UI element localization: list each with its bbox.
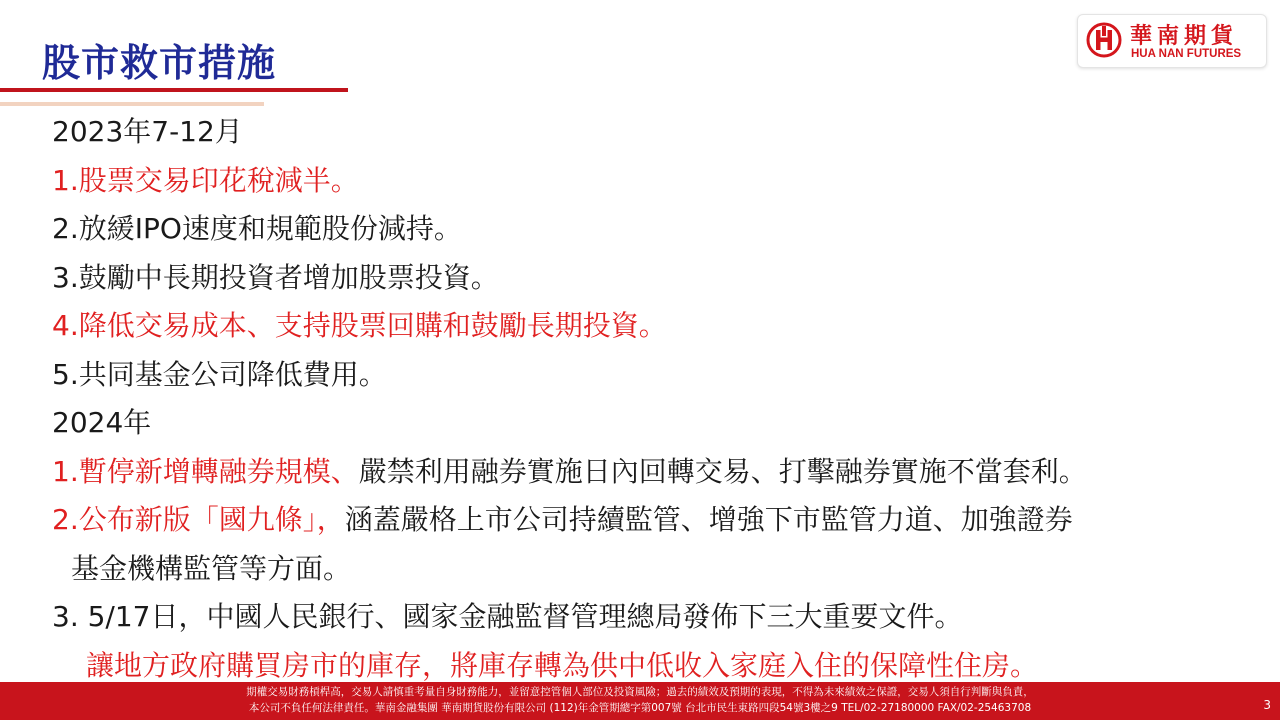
title-underline-beige (0, 102, 264, 106)
list-item-2024-3: 3. 5/17日，中國人民銀行、國家金融監督管理總局發佈下三大重要文件。 (52, 600, 963, 633)
section-heading-2023: 2023年7-12月 (52, 115, 243, 148)
list-item-2023-1: 1.股票交易印花稅減半。 (52, 163, 359, 197)
footer-disclaimer (0, 685, 1280, 716)
list-item-2024-1-highlight: 1.暫停新增轉融券規模、 (52, 454, 359, 488)
footer-disclaimer-line-2: 本公司不負任何法律責任。華南金融集團 華南期貨股份有限公司 (112)年金管期總字第007號 台北市民生東路四段54號3樓之9 TEL/02-27180000 FAX/02-25463708 (248, 701, 1032, 714)
list-item-2024-2 (52, 496, 1267, 545)
list-item-2024-2-highlight: 2.公布新版「國九條」， (52, 503, 345, 536)
list-item-2023-4: 4.降低交易成本、支持股票回購和鼓勵長期投資。 (52, 309, 667, 342)
list-item-2023-3: 3.鼓勵中長期投資者增加股票投資。 (52, 260, 499, 294)
list-item-2023-5: 5.共同基金公司降低費用。 (52, 357, 387, 391)
page-title: 股市救市措施 (42, 41, 277, 85)
title-underline-red (0, 88, 348, 92)
list-item-2024-3-detail: 讓地方政府購買房市的庫存，將庫存轉為供中低收入家庭入住的保障性住房。 (86, 648, 1039, 682)
section-heading-2024: 2024年 (52, 406, 152, 439)
list-item-2024-2-continuation: 基金機構監管等方面。 (71, 551, 352, 585)
hua-nan-logo-mark-icon (1086, 22, 1122, 58)
list-item-2023-2: 2.放緩IPO速度和規範股份減持。 (52, 212, 462, 245)
page-number: 3 (1263, 698, 1271, 712)
footer-bar (0, 682, 1280, 720)
list-item-2024-2-text: 涵蓋嚴格上市公司持續監管、增強下市監管力道、加強證券 (344, 503, 1073, 536)
slide-content (52, 108, 1267, 690)
logo-name-english: HUA NAN FUTURES (1131, 48, 1242, 60)
company-logo (1077, 14, 1267, 68)
footer-disclaimer-line-1: 期權交易財務槓桿高，交易人請慎重考量自身財務能力，並留意控管個人部位及投資風險；過去的績效及預期的表現，不得為未來績效之保證，交易人須自行判斷與負責， (246, 686, 1034, 698)
logo-name-chinese: 華南期貨 (1130, 24, 1239, 49)
list-item-2024-1 (52, 448, 1267, 497)
list-item-2024-1-text: 嚴禁利用融券實施日內回轉交易、打擊融券實施不當套利。 (358, 454, 1087, 488)
